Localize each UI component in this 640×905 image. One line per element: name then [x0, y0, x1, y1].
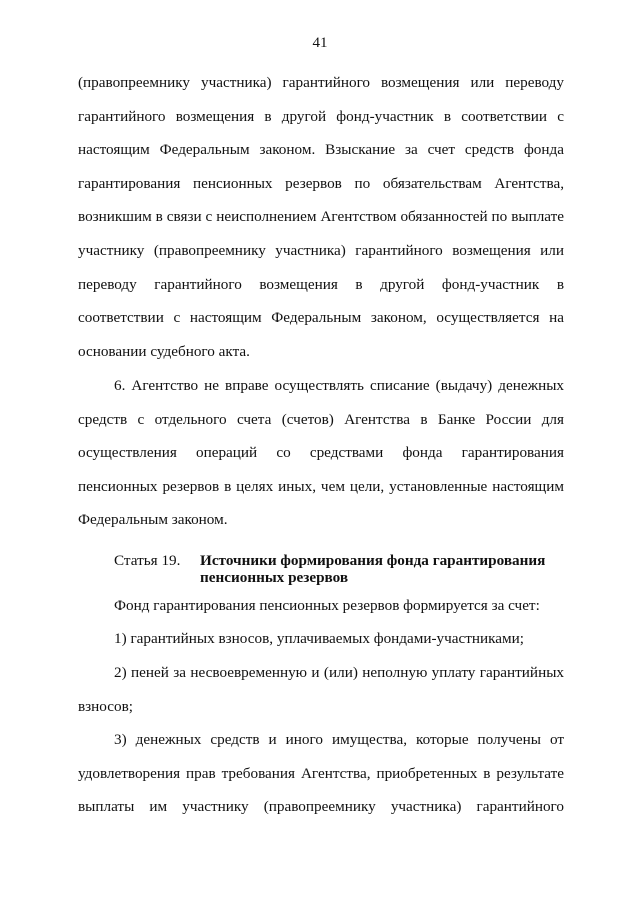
paragraph-continuation: (правопреемнику участника) гарантийного возмещения или переводу гарантийного возмещения в другой фонд-участник в соответствии с настоящим Федеральным законом. Взыскание за счет средств фонда гарантирования пенсионных резервов по обязательствам Агентства, возникшим в связи с неисполнением Агентством обязанностей по выплате участнику (правопреемнику участника) гарантийного возмещения или переводу гарантийного возмещения в другой фонд-участник в соответствии с настоящим Федеральным законом, осуществляется на основании судебного акта.: [78, 74, 564, 360]
list-item-1: 1) гарантийных взносов, уплачиваемых фондами-участниками;: [114, 630, 525, 647]
paragraph-item-6: 6. Агентство не вправе осуществлять списание (выдачу) денежных средств с отдельного счета (счетов) Агентства в Банке России для осуществления операций со средствами фонда гарантирования пенсионных резервов в целях иных, чем цели, установленные настоящим Федеральным законом.: [78, 377, 564, 529]
article-label: Статья 19.: [114, 552, 181, 569]
article-title: Источники формирования фонда гарантирования пенсионных резервов: [200, 552, 546, 586]
page-number: 41: [312, 35, 328, 51]
paragraph-intro: Фонд гарантирования пенсионных резервов формируется за счет:: [114, 597, 540, 614]
list-item-3: 3) денежных средств и иного имущества, которые получены от удовлетворения прав требования Агентства, приобретенных в результате выплаты им участнику (правопреемнику участника) гарантийного: [78, 731, 564, 816]
list-item-2: 2) пеней за несвоевременную и (или) неполную уплату гарантийных взносов;: [78, 664, 564, 715]
